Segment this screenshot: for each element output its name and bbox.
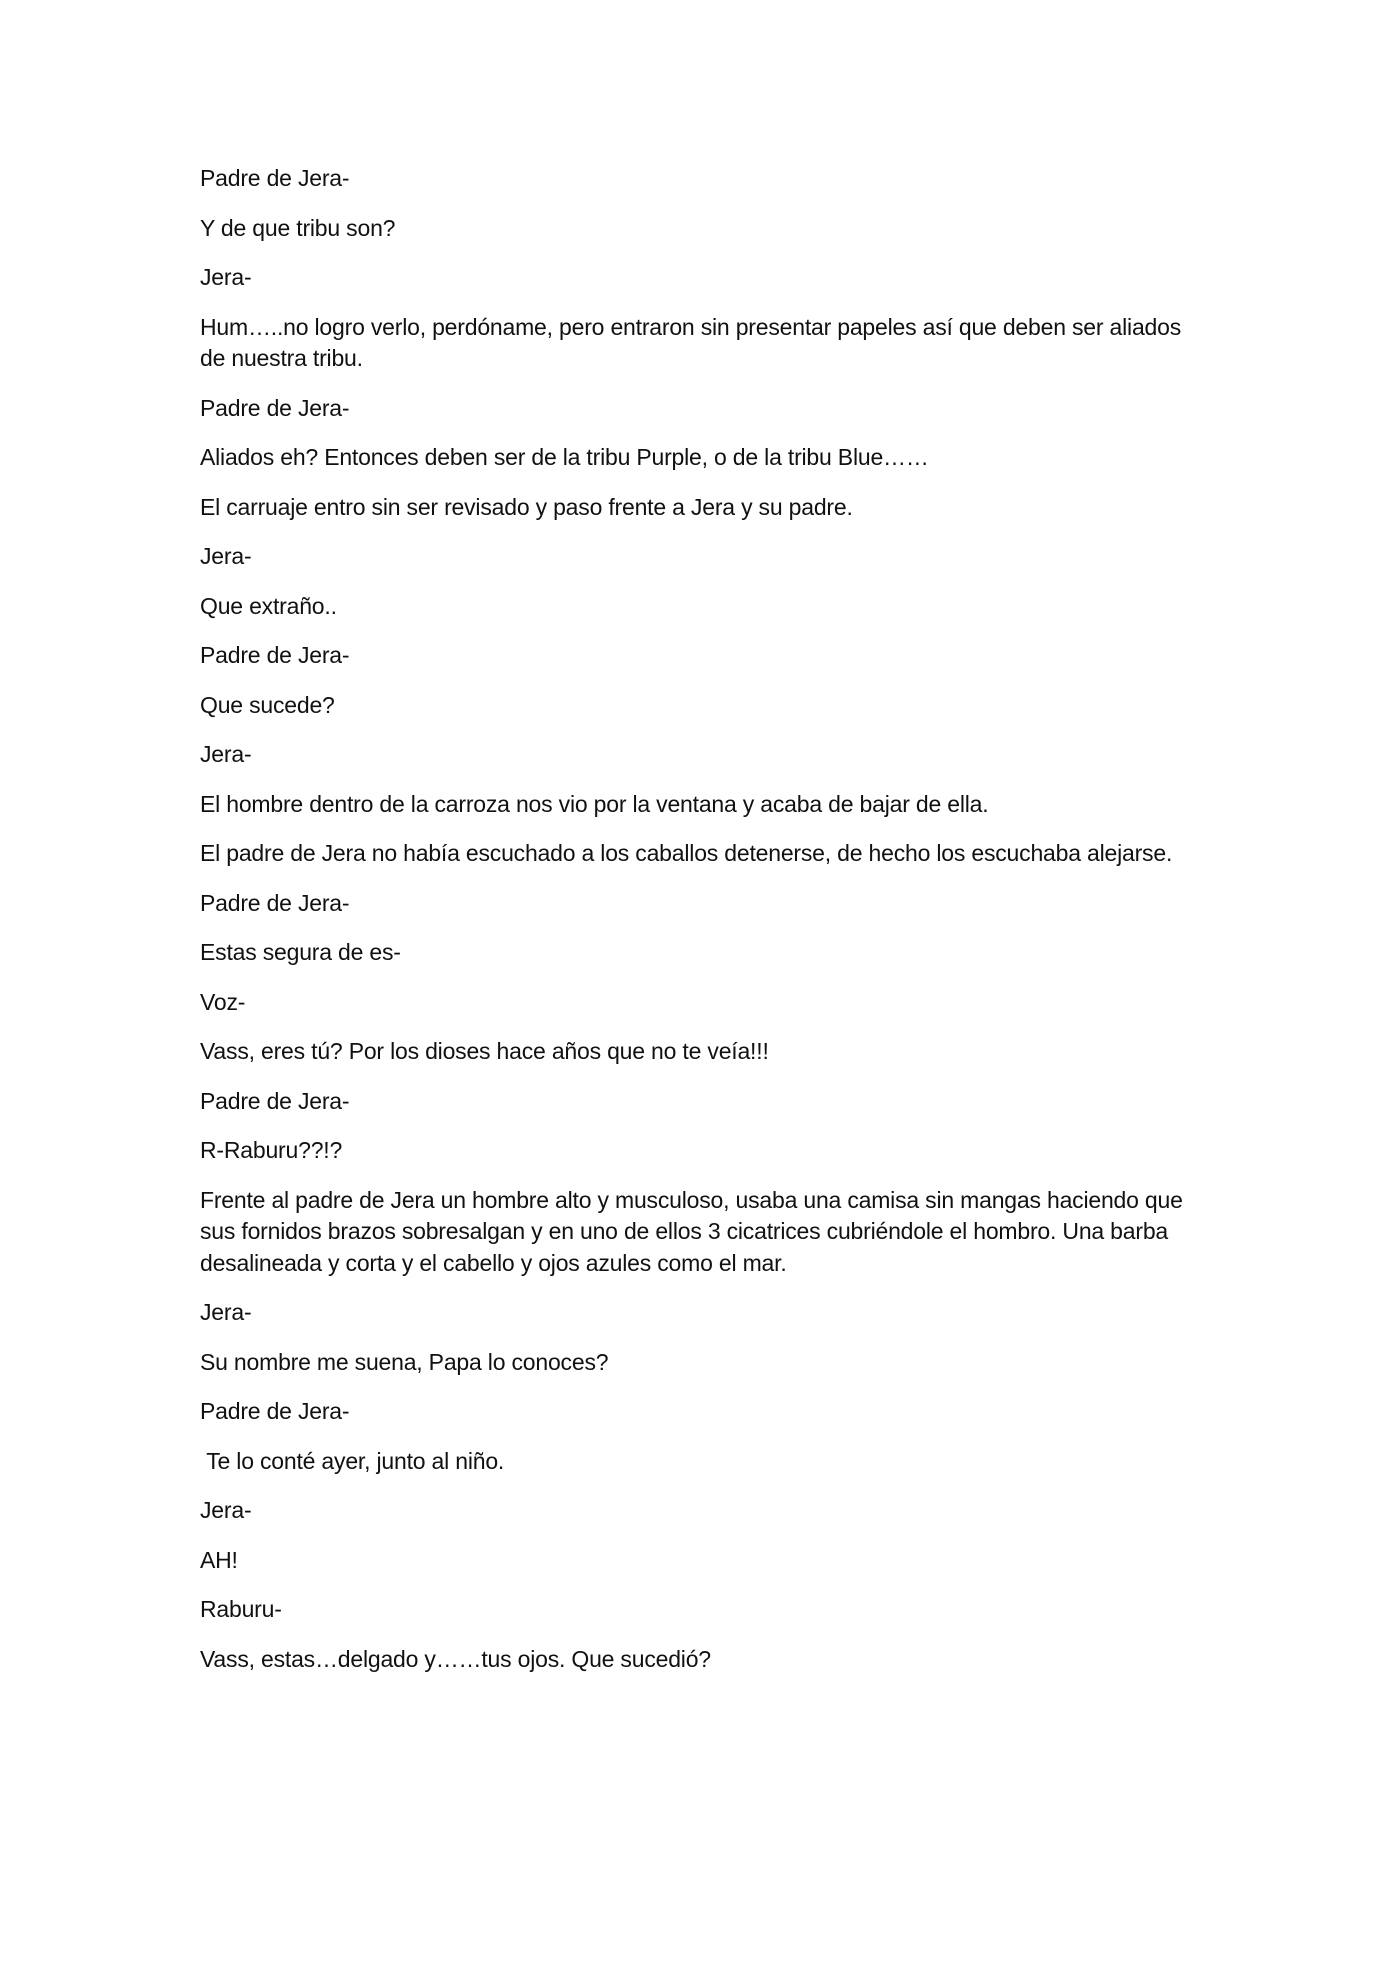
document-body [200,163,1200,1693]
dialogue-line: Y de que tribu son? [200,214,396,241]
dialogue-line: Aliados eh? Entonces deben ser de la tribu Purple, o de la tribu Blue…… [200,444,929,470]
dialogue-line: Su nombre me suena, Papa lo conoces? [200,1348,609,1375]
dialogue-line: Vass, eres tú? Por los dioses hace años que no te veía!!! [200,1038,769,1064]
dialogue-line: El hombre dentro de la carroza nos vio por la ventana y acaba de bajar de ella. [200,790,989,817]
dialogue-line: R-Raburu??!? [200,1137,343,1163]
narration-paragraph: Frente al padre de Jera un hombre alto y musculoso, usaba una camisa sin mangas haciendo que sus fornidos brazos sobresalgan y en uno de ellos 3 cicatrices cubriéndole el hombro. Una barba desalineada y corta y el cabello y ojos azules como el mar. [200,1186,1189,1276]
speaker-tag: Jera- [200,264,252,290]
dialogue-line: Que sucede? [200,691,335,718]
speaker-tag: Jera- [200,741,252,767]
speaker-tag: Padre de Jera- [200,889,350,916]
dialogue-line: Te lo conté ayer, junto al niño. [200,1447,505,1474]
dialogue-line: AH! [200,1546,238,1573]
speaker-tag: Padre de Jera- [200,1087,350,1114]
narration-paragraph: El carruaje entro sin ser revisado y paso frente a Jera y su padre. [200,493,853,520]
speaker-tag: Padre de Jera- [200,1398,350,1424]
speaker-tag: Raburu- [200,1596,282,1622]
speaker-tag: Jera- [200,1497,252,1523]
speaker-tag: Voz- [200,988,246,1015]
dialogue-line: Hum…..no logro verlo, perdóname, pero entraron sin presentar papeles así que deben ser aliados de nuestra tribu. [200,313,1188,371]
dialogue-line: Que extraño.. [200,592,337,619]
speaker-tag: Jera- [200,543,252,569]
speaker-tag: Padre de Jera- [200,394,350,421]
speaker-tag: Jera- [200,1299,252,1325]
dialogue-line: Vass, estas…delgado y……tus ojos. Que sucedió? [200,1645,711,1672]
dialogue-line: Estas segura de es- [200,939,401,965]
narration-paragraph: El padre de Jera no había escuchado a los caballos detenerse, de hecho los escuchaba alejarse. [200,840,1173,866]
speaker-tag: Padre de Jera- [200,642,350,668]
speaker-tag: Padre de Jera- [200,165,350,191]
